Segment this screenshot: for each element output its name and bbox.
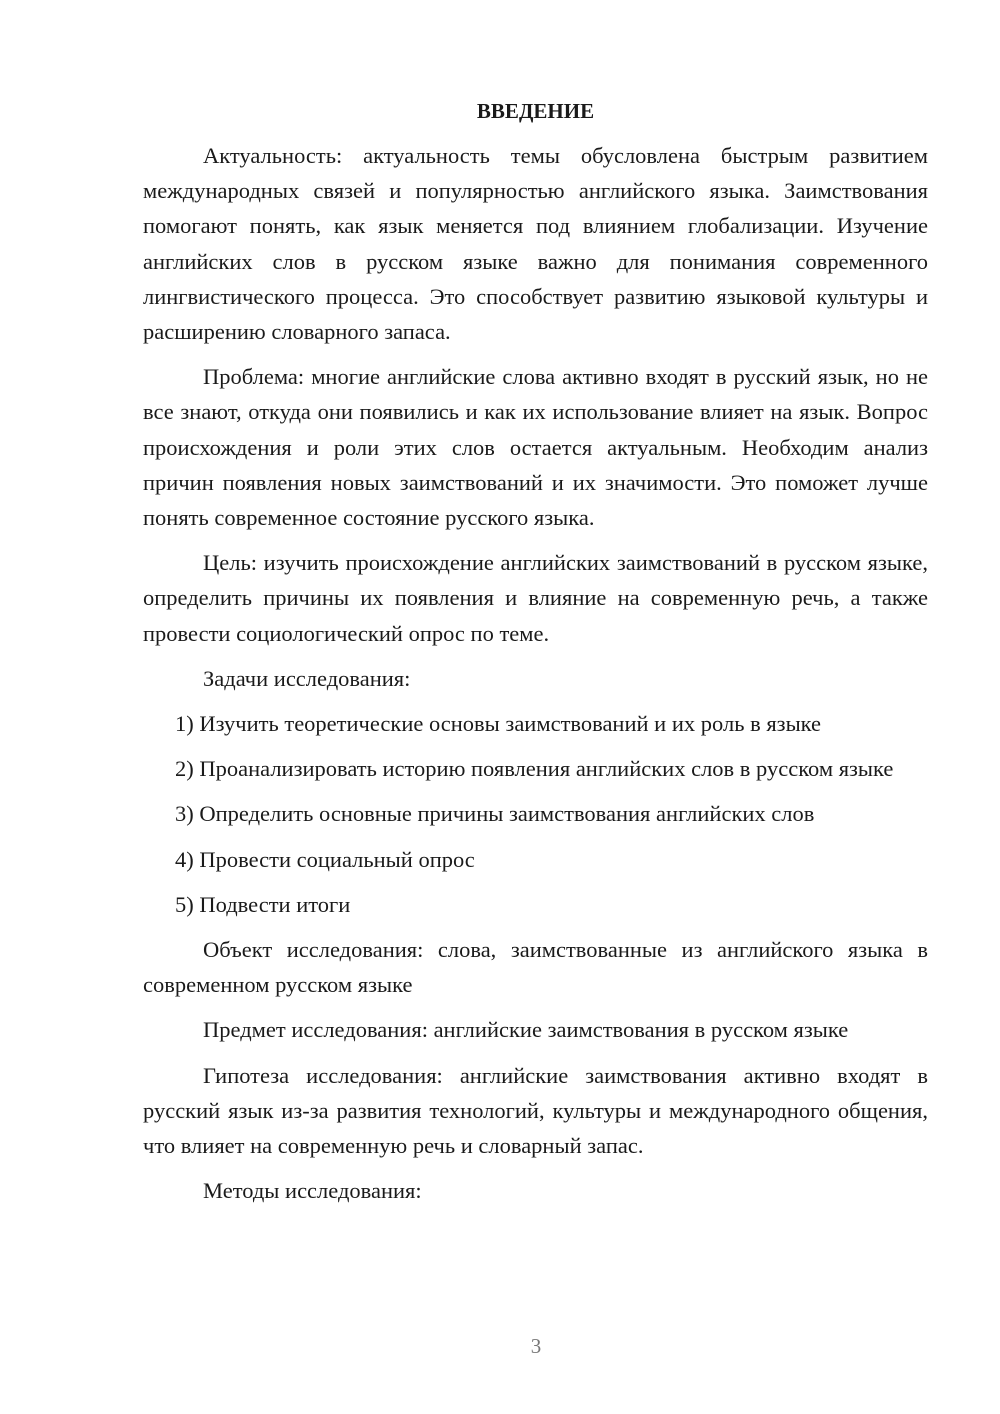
paragraph-object: Объект исследования: слова, заимствованные из английского языка в современном русском языке <box>143 937 928 998</box>
task-item-3: 3) Определить основные причины заимствования английских слов <box>175 801 815 827</box>
task-item-1: 1) Изучить теоретические основы заимствований и их роль в языке <box>175 711 822 737</box>
paragraph-subject: Предмет исследования: английские заимствования в русском языке <box>203 1017 849 1043</box>
task-item-2: 2) Проанализировать историю появления английских слов в русском языке <box>175 756 894 782</box>
page-content <box>143 96 928 1218</box>
paragraph-relevance: Актуальность: актуальность темы обусловлена быстрым развитием международных связей и популярностью английского языка. Заимствования помогают понять, как язык меняется под влиянием глобализации. Изучение английских слов в русском языке важно для понимания современного лингвистического процесса. Это способствует развитию языковой культуры и расширению словарного запаса. <box>143 143 928 345</box>
page-number: 3 <box>530 1334 542 1358</box>
paragraph-tasks-heading: Задачи исследования: <box>203 665 411 691</box>
paragraph-problem: Проблема: многие английские слова активно входят в русский язык, но не все знают, откуда они появились и как их использование влияет на язык. Вопрос происхождения и роли этих слов остается актуальным. Необходим анализ причин появления новых заимствований и их значимости. Это поможет лучше понять современное состояние русского языка. <box>143 364 928 531</box>
task-item-5: 5) Подвести итоги <box>175 891 351 917</box>
paragraph-goal: Цель: изучить происхождение английских заимствований в русском языке, определить причины их появления и влияние на современную речь, а также провести социологический опрос по теме. <box>143 550 928 646</box>
paragraph-hypothesis: Гипотеза исследования: английские заимствования активно входят в русский язык из-за развития технологий, культуры и международного общения, что влияет на современную речь и словарный запас. <box>143 1062 928 1159</box>
page-title: ВВЕДЕНИЕ <box>476 99 595 123</box>
task-item-4: 4) Провести социальный опрос <box>175 846 475 872</box>
paragraph-methods: Методы исследования: <box>203 1178 422 1204</box>
